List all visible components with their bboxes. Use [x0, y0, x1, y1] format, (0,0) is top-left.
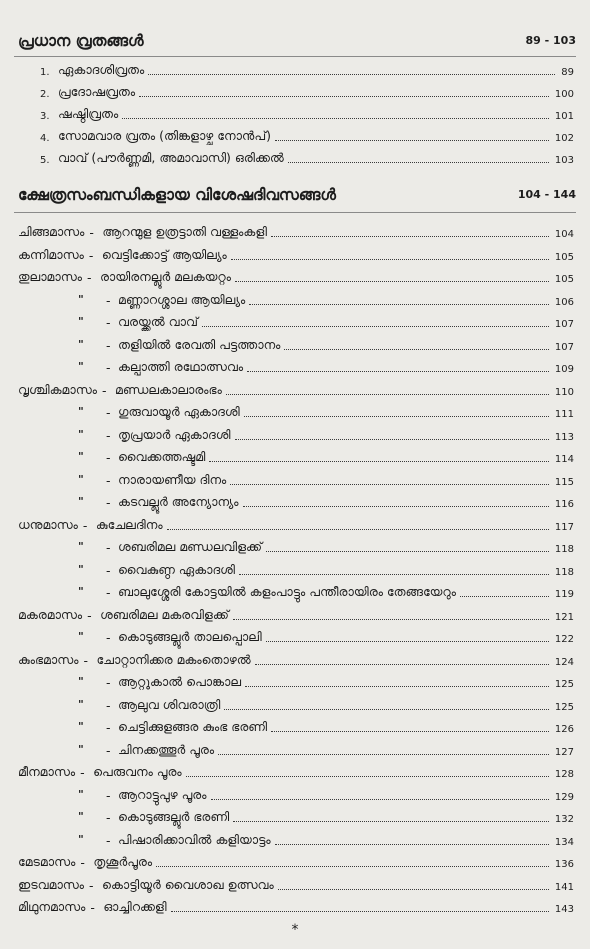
toc-entry [0, 582, 590, 602]
separator: - [106, 787, 111, 803]
toc-entry [0, 515, 590, 535]
toc-entry [0, 650, 590, 670]
ditto-mark: " [78, 472, 84, 486]
leader-dots [233, 619, 549, 620]
separator: - [80, 765, 85, 780]
ditto-mark: " [78, 742, 84, 756]
leader-dots [139, 96, 549, 97]
entry-page: 136 [554, 859, 574, 870]
entry-title: ഗുരുവായൂർ ഏകാദശി [118, 404, 240, 419]
separator: - [106, 495, 111, 510]
leader-dots [288, 162, 549, 163]
toc-entry [0, 104, 590, 124]
entry-page: 105 [554, 274, 574, 285]
entry-page: 103 [554, 155, 574, 166]
toc-entry [0, 82, 590, 102]
toc-entry [0, 852, 590, 872]
ditto-mark: " [78, 810, 84, 823]
entry-title: കല്പാത്തി രഥോത്സവം [118, 359, 244, 374]
toc-entry [0, 380, 590, 400]
separator: - [106, 630, 111, 645]
separator: - [106, 315, 111, 330]
entry-page: 107 [554, 319, 574, 330]
separator: - [106, 585, 111, 600]
leader-dots [271, 731, 549, 732]
separator: - [89, 225, 94, 240]
toc-entry [0, 875, 590, 895]
entry-page: 128 [554, 769, 574, 780]
month-name: ചിങ്ങമാസം [18, 224, 85, 239]
separator: - [106, 450, 111, 465]
entry-title: ആറന്മുള ഉത്രട്ടാതി വള്ളംകളി [102, 224, 267, 239]
separator: - [89, 877, 94, 893]
month-name: ഇടവമാസം [18, 876, 85, 892]
entry-title: ഏകാദശിവ്രതം [58, 62, 145, 77]
divider [14, 56, 576, 57]
ditto-mark: " [78, 697, 84, 711]
leader-dots [211, 799, 549, 800]
separator: - [86, 270, 92, 285]
entry-page: 109 [554, 364, 574, 375]
entry-page: 113 [554, 431, 574, 443]
ditto-mark: " [78, 832, 84, 846]
separator: - [82, 517, 88, 533]
entry-page: 100 [554, 89, 574, 100]
entry-title: പെരുവനം പൂരം [93, 764, 182, 779]
entry-title: ഷഷ്ഠിവ്രതം [58, 106, 119, 121]
entry-page: 118 [554, 544, 574, 555]
entry-page: 89 [561, 67, 574, 78]
entry-title: പിഷാരിക്കാവിൽ കളിയാട്ടം [118, 831, 271, 847]
leader-dots [209, 461, 549, 462]
separator: - [90, 900, 95, 915]
leader-dots [148, 74, 555, 75]
entry-title: കൊട്ടിയൂർ വൈശാഖ ഉത്സവം [102, 876, 274, 892]
leader-dots [249, 304, 549, 305]
entry-page: 114 [554, 454, 574, 465]
toc-entry [0, 447, 590, 467]
leader-dots [245, 686, 549, 687]
separator: - [106, 427, 111, 443]
entry-number: 5. [40, 155, 50, 166]
entry-page: 104 [554, 229, 574, 240]
toc-entry [0, 740, 590, 760]
entry-title: തൃശൂർപൂരം [93, 854, 153, 869]
entry-page: 106 [554, 296, 574, 308]
toc-entry [0, 290, 590, 310]
toc-entry [0, 672, 590, 692]
entry-title: തൃപ്രയാർ ഏകാദശി [118, 426, 231, 442]
toc-entry [0, 830, 590, 850]
entry-title: വൈക്കത്തഷ്ടമി [118, 449, 206, 464]
entry-title: മണ്ഡലകാലാരംഭം [115, 381, 222, 397]
ditto-mark: " [78, 337, 84, 351]
toc-entry [0, 717, 590, 737]
separator: - [106, 472, 111, 488]
entry-page: 105 [554, 251, 574, 263]
entry-page: 111 [554, 409, 574, 420]
entry-page: 126 [554, 724, 574, 735]
entry-title: വെട്ടിക്കോട്ട് ആയില്യം [101, 246, 227, 262]
leader-dots [230, 484, 549, 485]
toc-entry [0, 126, 590, 146]
toc-entry [0, 425, 590, 445]
ditto-mark: " [78, 360, 84, 373]
entry-title: ആറാട്ടുപുഴ പൂരം [118, 786, 207, 802]
entry-page: 116 [554, 499, 574, 510]
separator: - [106, 540, 111, 555]
entry-page: 119 [554, 589, 574, 600]
entry-number: 1. [40, 67, 50, 78]
leader-dots [275, 844, 549, 845]
entry-title: ചിനക്കത്തൂർ പൂരം [118, 741, 215, 757]
entry-page: 125 [554, 679, 574, 690]
leader-dots [171, 911, 549, 912]
toc-entry [0, 785, 590, 805]
leader-dots [202, 326, 549, 327]
toc-entry [0, 148, 590, 168]
toc-entry [0, 470, 590, 490]
entry-title: നാരായണീയ ദിനം [118, 471, 227, 487]
entry-page: 134 [554, 836, 574, 848]
toc-entry [0, 605, 590, 625]
leader-dots [243, 506, 549, 507]
separator: - [83, 652, 88, 668]
leader-dots [156, 866, 549, 867]
entry-title: സോമവാര വ്രതം (തിങ്കളാഴ്ച നോൻപ്) [58, 128, 272, 143]
separator: - [106, 832, 111, 848]
section-title: ക്ഷേത്രസംബന്ധികളായ വിശേഷദിവസങ്ങൾ [18, 186, 336, 204]
entry-page: 118 [554, 566, 574, 578]
separator: - [87, 607, 92, 623]
leader-dots [255, 664, 549, 665]
entry-title: ഓച്ചിറക്കളി [103, 899, 167, 914]
entry-title: വരയ്ക്കൽ വാവ് [118, 314, 198, 329]
entry-page: 132 [554, 814, 574, 825]
leader-dots [284, 349, 548, 350]
entry-title: വാവ് (പൗർണ്ണമി, അമാവാസി) ഒരിക്കൽ [58, 150, 284, 165]
toc-entry [0, 222, 590, 242]
entry-title: വൈകുണ്ഠ ഏകാദശി [118, 561, 235, 577]
month-name: തുലാമാസം [18, 269, 82, 284]
leader-dots [239, 574, 549, 575]
ditto-mark: " [78, 720, 84, 733]
entry-number: 4. [40, 133, 50, 144]
ditto-mark: " [78, 427, 84, 441]
section-header-vrathams [18, 32, 576, 56]
separator: - [106, 720, 111, 735]
toc-entry [0, 560, 590, 580]
toc-entry [0, 762, 590, 782]
leader-dots [233, 821, 549, 822]
leader-dots [235, 281, 549, 282]
separator: - [106, 337, 111, 353]
ditto-mark: " [78, 562, 84, 576]
leader-dots [186, 776, 549, 777]
leader-dots [275, 140, 549, 141]
leader-dots [266, 551, 549, 552]
entry-title: ആലുവ ശിവരാത്രി [118, 696, 221, 712]
leader-dots [167, 529, 549, 530]
separator: - [106, 675, 111, 690]
entry-page: 129 [554, 791, 574, 803]
separator: - [106, 810, 111, 825]
leader-dots [460, 596, 549, 597]
entry-page: 117 [554, 521, 574, 533]
leader-dots [266, 641, 549, 642]
leader-dots [247, 371, 549, 372]
leader-dots [278, 889, 549, 890]
section-header-temple-days [18, 186, 576, 210]
entry-number: 2. [40, 89, 50, 100]
entry-number: 3. [40, 111, 50, 122]
entry-title: രായിരനല്ലൂർ മലകയറ്റം [99, 269, 231, 284]
leader-dots [244, 416, 549, 417]
entry-page: 127 [554, 746, 574, 758]
entry-page: 110 [554, 386, 574, 398]
entry-page: 143 [554, 904, 574, 915]
separator: - [80, 855, 85, 870]
entry-title: പ്രദോഷവ്രതം [58, 84, 136, 99]
end-mark: * [291, 922, 299, 938]
month-name: മകരമാസം [18, 606, 83, 622]
ditto-mark: " [78, 675, 84, 688]
toc-entry [0, 537, 590, 557]
entry-title: ശബരിമല മകരവിളക്ക് [100, 606, 229, 622]
leader-dots [226, 394, 549, 395]
leader-dots [271, 236, 549, 237]
toc-entry [0, 492, 590, 512]
leader-dots [218, 754, 549, 755]
toc-entry [0, 897, 590, 917]
ditto-mark: " [78, 495, 84, 508]
entry-title: ചോറ്റാനിക്കര മകംതൊഴൽ [96, 651, 251, 667]
ditto-mark: " [78, 540, 84, 553]
toc-entry [0, 402, 590, 422]
entry-title: തളിയിൽ രേവതി പട്ടത്താനം [118, 336, 281, 352]
separator: - [106, 405, 111, 420]
section-page-range: 89 - 103 [525, 34, 576, 47]
toc-entry [0, 695, 590, 715]
entry-title: കുചേലദിനം [95, 516, 163, 532]
toc-entry [0, 245, 590, 265]
ditto-mark: " [78, 585, 84, 598]
separator: - [102, 382, 107, 398]
section-page-range: 104 - 144 [517, 188, 576, 201]
section-title: പ്രധാന വ്രതങ്ങൾ [18, 32, 144, 50]
separator: - [106, 742, 111, 758]
leader-dots [122, 118, 549, 119]
toc-entry [0, 807, 590, 827]
entry-title: കടവല്ലൂർ അന്യോന്യം [118, 494, 239, 509]
entry-page: 107 [554, 341, 574, 353]
leader-dots [224, 709, 549, 710]
toc-entry [0, 335, 590, 355]
separator: - [88, 247, 94, 263]
entry-page: 125 [554, 701, 574, 713]
month-name: മിഥുനമാസം [18, 899, 86, 914]
entry-title: ആറ്റുകാൽ പൊങ്കാല [118, 674, 242, 689]
toc-entry [0, 60, 590, 80]
month-name: മേടമാസം [18, 854, 76, 869]
entry-title: കൊടുങ്ങല്ലൂർ താലപ്പൊലി [118, 629, 262, 644]
entry-page: 124 [554, 656, 574, 668]
entry-title: മണ്ണാറശ്ശാല ആയില്യം [118, 291, 246, 307]
divider [14, 212, 576, 213]
toc-entry [0, 357, 590, 377]
month-name: മീനമാസം [18, 764, 76, 779]
entry-title: കൊടുങ്ങല്ലൂർ ഭരണി [118, 809, 230, 824]
entry-page: 121 [554, 611, 574, 623]
ditto-mark: " [78, 315, 84, 328]
ditto-mark: " [78, 405, 84, 418]
entry-title: ബാലുശ്ശേരി കോട്ടയിൽ കളംപാട്ടും പന്തീരായിരം തേങ്ങയേറും [118, 584, 456, 599]
month-name: ധനുമാസം [18, 516, 78, 532]
ditto-mark: " [78, 630, 84, 643]
month-name: കന്നിമാസം [18, 246, 84, 262]
month-name: വൃശ്ചികമാസം [18, 381, 97, 397]
entry-page: 101 [554, 111, 574, 122]
ditto-mark: " [78, 450, 84, 463]
entry-title: ചെട്ടിക്കുളങ്ങര കുംഭ ഭരണി [118, 719, 268, 734]
toc-entry [0, 267, 590, 287]
leader-dots [235, 439, 549, 440]
separator: - [106, 292, 111, 308]
leader-dots [231, 259, 549, 260]
separator: - [106, 697, 111, 713]
toc-entry [0, 312, 590, 332]
entry-page: 141 [554, 881, 574, 893]
ditto-mark: " [78, 292, 84, 306]
entry-title: ശബരിമല മണ്ഡലവിളക്ക് [118, 539, 263, 554]
entry-page: 115 [554, 476, 574, 488]
entry-page: 102 [554, 133, 574, 144]
separator: - [106, 562, 111, 578]
toc-entry [0, 627, 590, 647]
ditto-mark: " [78, 787, 84, 801]
separator: - [106, 360, 111, 375]
entry-page: 122 [554, 634, 574, 645]
month-name: കുംഭമാസം [18, 651, 79, 667]
